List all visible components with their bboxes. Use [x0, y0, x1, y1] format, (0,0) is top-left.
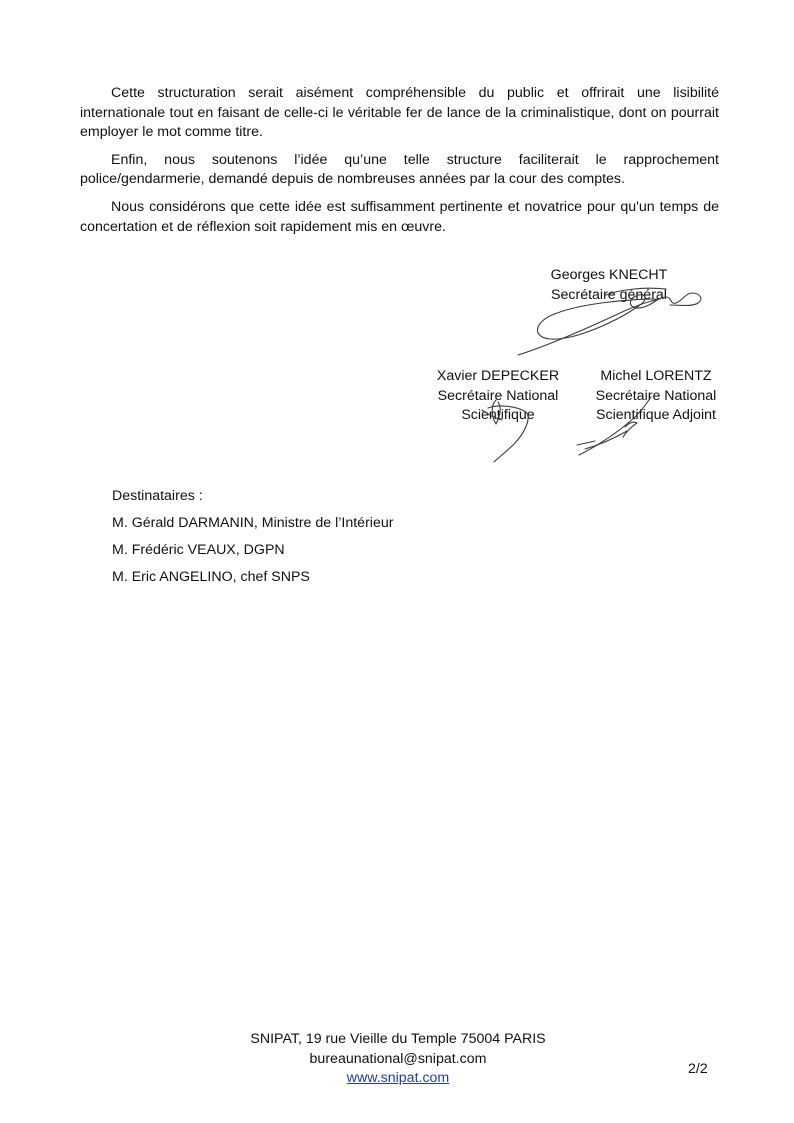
footer-website-link[interactable]: www.snipat.com: [346, 1070, 450, 1086]
letter-body: [80, 84, 719, 245]
page-footer: [206, 1030, 590, 1089]
recipients-list: [112, 487, 393, 595]
recipient-item: M. Gérald DARMANIN, Ministre de l’Intérieur: [112, 514, 394, 531]
signatory-title-line2: Scientifique Adjoint: [596, 407, 716, 423]
signatory-title-line2: Scientifique: [461, 407, 535, 423]
signatory-name: Georges KNECHT: [550, 267, 668, 283]
signatory-title-line1: Secrétaire National: [437, 387, 559, 404]
signatory-scientific: [425, 367, 571, 426]
signatory-title: Secrétaire général: [551, 286, 667, 303]
recipient-item: M. Frédéric VEAUX, DGPN: [112, 541, 285, 558]
signatory-name: Michel LORENTZ: [600, 368, 712, 384]
footer-email: bureaunational@snipat.com: [309, 1050, 487, 1067]
footer-address: SNIPAT, 19 rue Vieille du Temple 75004 PARIS: [250, 1031, 546, 1047]
recipient-item: M. Eric ANGELINO, chef SNPS: [112, 568, 310, 585]
body-paragraph: Enfin, nous soutenons l’idée qu’une telle structure faciliterait le rapprochement police/gendarmerie, demandé depuis de nombreuses années par la cour des comptes.: [80, 151, 719, 188]
signatory-general: [526, 266, 692, 305]
signatory-title-line1: Secrétaire National: [595, 387, 717, 404]
signatory-name: Xavier DEPECKER: [436, 368, 560, 384]
recipients-heading: Destinataires :: [112, 488, 203, 504]
signatory-adjoint: [581, 367, 731, 426]
page-number: 2/2: [688, 1061, 708, 1077]
body-paragraph: Cette structuration serait aisément compréhensible du public et offrirait une lisibilité internationale tout en faisant de celle-ci le véritable fer de lance de la criminalistique, dont on pourrait employer le mot comme titre.: [80, 85, 719, 141]
body-paragraph: Nous considérons que cette idée est suffisamment pertinente et novatrice pour qu'un temps de concertation et de réflexion soit rapidement mis en œuvre.: [80, 198, 719, 235]
